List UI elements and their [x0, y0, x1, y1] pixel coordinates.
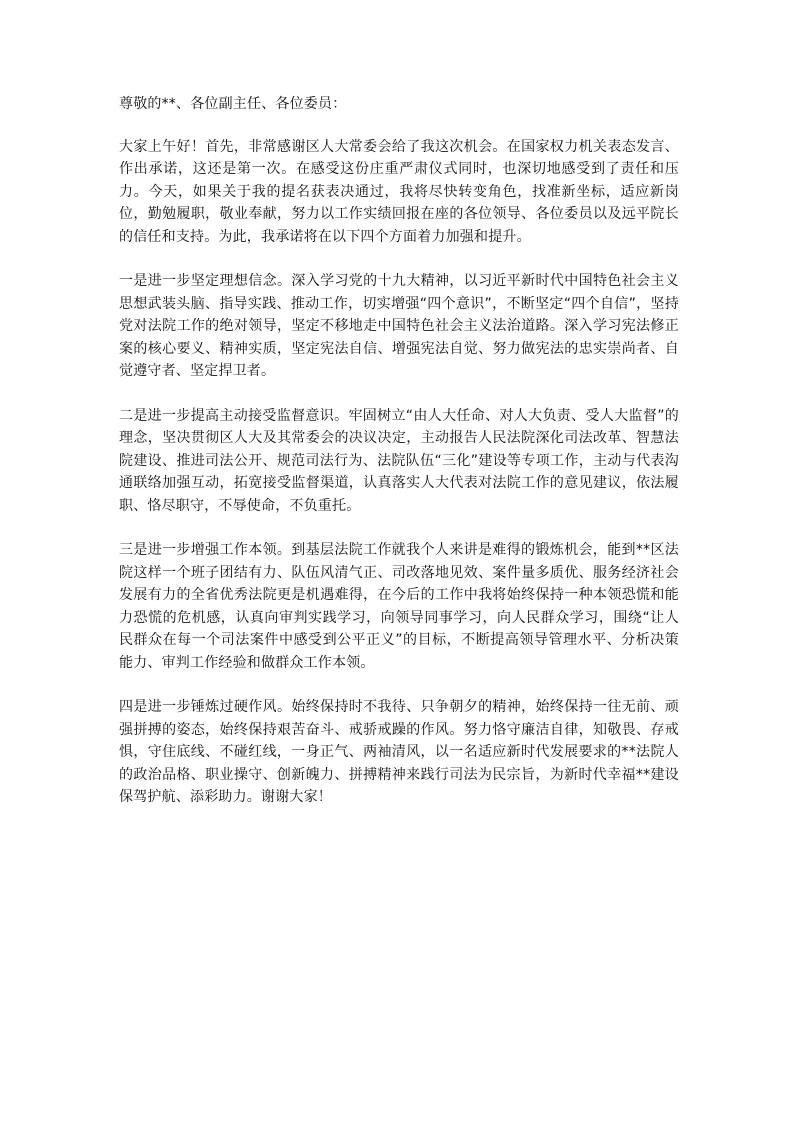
paragraph-point-one: 一是进一步坚定理想信念。深入学习党的十九大精神，以习近平新时代中国特色社会主义思想武装头脑、指导实践、推动工作，切实增强“四个意识”，不断坚定“四个自信”，坚持党对法院工作的绝对领导，坚定不移地走中国特色社会主义法治道路。深入学习宪法修正案的核心要义、精神实质，坚定宪法自信、增强宪法自觉、努力做宪法的忠实崇尚者、自觉遵守者、坚定捍卫者。 [119, 273, 679, 379]
paragraph-point-three: 三是进一步增强工作本领。到基层法院工作就我个人来讲是难得的锻炼机会，能到**区法院这样一个班子团结有力、队伍风清气正、司改落地见效、案件量多质优、服务经济社会发展有力的全省优秀法院更是机遇难得，在今后的工作中我将始终保持一种本领恐慌和能力恐慌的危机感，认真向审判实践学习，向领导同事学习，向人民群众学习，围绕“让人民群众在每一个司法案件中感受到公平正义”的目标，不断提高领导管理水平、分析决策能力、审判工作经验和做群众工作本领。 [119, 542, 679, 671]
document-body [119, 93, 679, 831]
paragraph-point-two: 二是进一步提高主动接受监督意识。牢固树立“由人大任命、对人大负责、受人大监督”的理念，坚决贯彻区人大及其常委会的决议决定，主动报告人民法院深化司法改革、智慧法院建设、推进司法公开、规范司法行为、法院队伍“三化”建设等专项工作，主动与代表沟通联络加强互动，拓宽接受监督渠道，认真落实人大代表对法院工作的意见建议，依法履职、恪尽职守，不辱使命，不负重托。 [119, 407, 679, 514]
salutation: 尊敬的**、各位副主任、各位委员： [119, 96, 347, 112]
paragraph-opening: 大家上午好！首先，非常感谢区人大常委会给了我这次机会。在国家权力机关表态发言、作出承诺，这还是第一次。在感受这份庄重严肃仪式同时，也深切地感受到了责任和压力。今天，如果关于我的提名获表决通过，我将尽快转变角色，找准新坐标，适应新岗位，勤勉履职，敬业奉献，努力以工作实绩回报在座的各位领导、各位委员以及远平院长的信任和支持。为此，我承诺将在以下四个方面着力加强和提升。 [119, 138, 679, 245]
paragraph-point-four: 四是进一步锤炼过硬作风。始终保持时不我待、只争朝夕的精神，始终保持一往无前、顽强拼搏的姿态，始终保持艰苦奋斗、戒骄戒躁的作风。努力恪守廉洁自律，知敬畏、存戒惧，守住底线、不碰红线，一身正气、两袖清风，以一名适应新时代发展要求的**法院人的政治品格、职业操守、创新魄力、拼搏精神来践行司法为民宗旨，为新时代幸福**建设保驾护航、添彩助力。谢谢大家！ [119, 699, 679, 805]
